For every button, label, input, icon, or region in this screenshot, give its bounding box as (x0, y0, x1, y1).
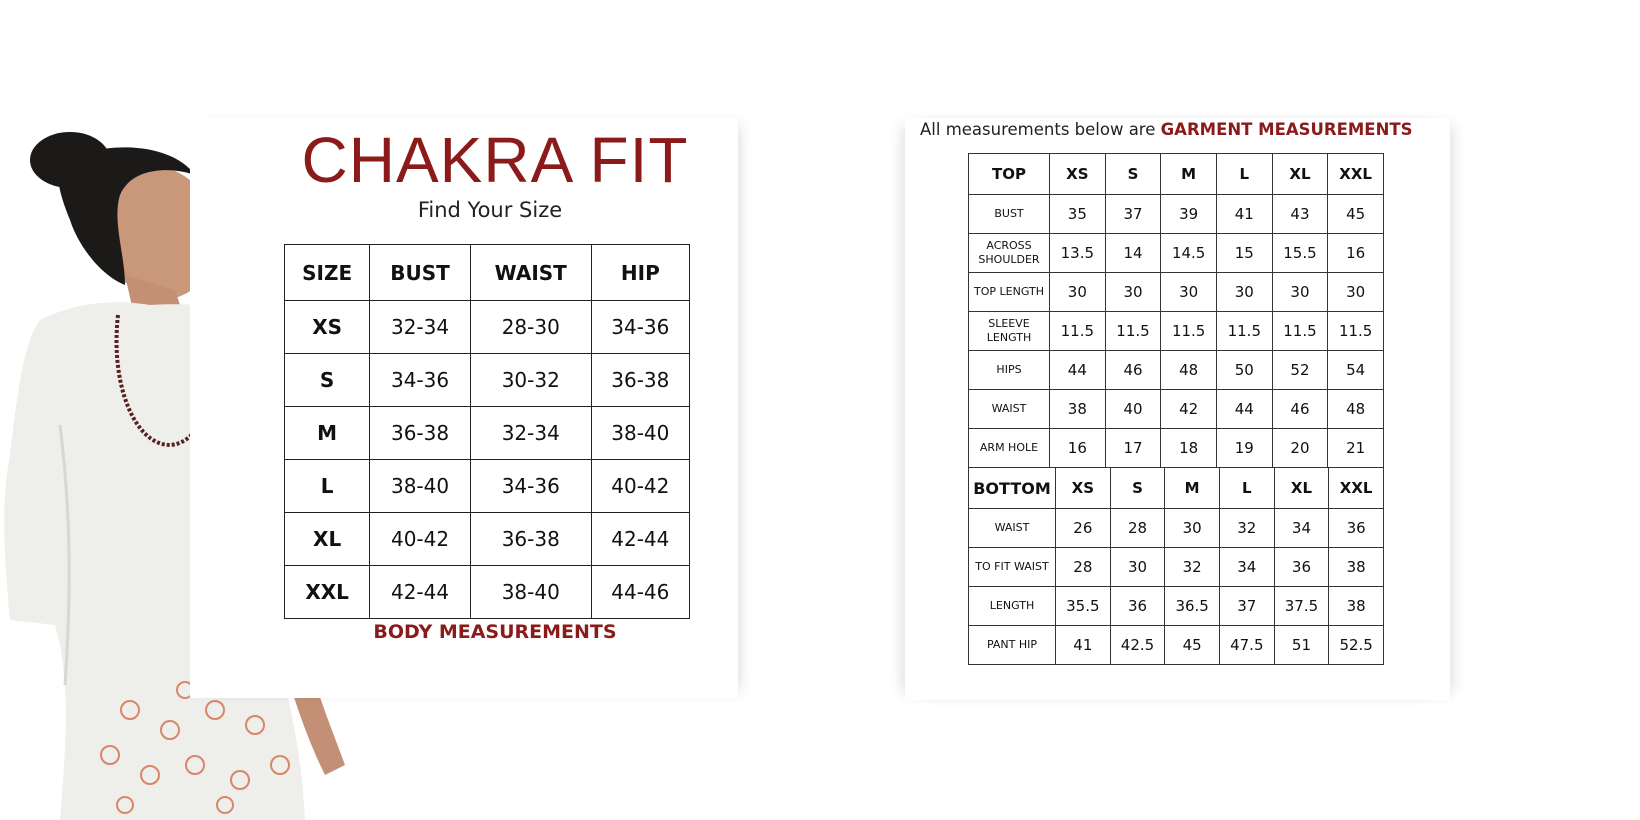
table-row (969, 234, 1384, 273)
value-cell: 30 (1050, 273, 1106, 312)
table-row (969, 195, 1384, 234)
value-cell: 43 (1272, 195, 1328, 234)
size-cell: S (285, 354, 370, 407)
value-cell: 28-30 (470, 301, 591, 354)
value-cell: 16 (1328, 234, 1384, 273)
value-cell: 11.5 (1105, 312, 1161, 351)
value-cell: 15.5 (1272, 234, 1328, 273)
col-header: SIZE (285, 245, 370, 301)
body-measurements-caption: BODY MEASUREMENTS (373, 621, 617, 643)
table-row (285, 301, 690, 354)
value-cell: 30 (1216, 273, 1272, 312)
col-header: TOP (969, 154, 1050, 195)
size-cell: L (285, 460, 370, 513)
value-cell: 30 (1328, 273, 1384, 312)
value-cell: 36 (1329, 509, 1384, 548)
value-cell: 32 (1219, 509, 1274, 548)
value-cell: 11.5 (1161, 312, 1217, 351)
garment-note-prefix: All measurements below are (920, 120, 1156, 139)
value-cell: 35 (1050, 195, 1106, 234)
value-cell: 36-38 (470, 513, 591, 566)
value-cell: 38 (1329, 587, 1384, 626)
value-cell: 51 (1274, 626, 1329, 665)
value-cell: 11.5 (1272, 312, 1328, 351)
col-header: XL (1274, 468, 1329, 509)
value-cell: 36 (1274, 548, 1329, 587)
table-row (969, 548, 1384, 587)
value-cell: 44-46 (591, 566, 689, 619)
value-cell: 19 (1216, 429, 1272, 468)
value-cell: 54 (1328, 351, 1384, 390)
value-cell: 28 (1056, 548, 1111, 587)
value-cell: 17 (1105, 429, 1161, 468)
value-cell: 38-40 (470, 566, 591, 619)
value-cell: 34 (1274, 509, 1329, 548)
value-cell: 32-34 (370, 301, 471, 354)
value-cell: 21 (1328, 429, 1384, 468)
value-cell: 30-32 (470, 354, 591, 407)
measurement-label: SLEEVE LENGTH (969, 312, 1050, 351)
top-garment-table (968, 153, 1384, 468)
page-subtitle: Find Your Size (417, 198, 563, 222)
value-cell: 40-42 (591, 460, 689, 513)
value-cell: 42-44 (591, 513, 689, 566)
value-cell: 46 (1272, 390, 1328, 429)
measurement-label: ACROSS SHOULDER (969, 234, 1050, 273)
value-cell: 40 (1105, 390, 1161, 429)
col-header: XL (1272, 154, 1328, 195)
value-cell: 42.5 (1110, 626, 1165, 665)
measurement-label: WAIST (969, 509, 1056, 548)
measurement-label: PANT HIP (969, 626, 1056, 665)
col-header: WAIST (470, 245, 591, 301)
brand-title: CHAKRA FIT (301, 124, 689, 196)
value-cell: 45 (1165, 626, 1220, 665)
value-cell: 45 (1328, 195, 1384, 234)
measurement-label: TOP LENGTH (969, 273, 1050, 312)
value-cell: 16 (1050, 429, 1106, 468)
value-cell: 52.5 (1329, 626, 1384, 665)
value-cell: 30 (1161, 273, 1217, 312)
measurement-label: WAIST (969, 390, 1050, 429)
size-cell: XXL (285, 566, 370, 619)
size-cell: XS (285, 301, 370, 354)
col-header: XS (1050, 154, 1106, 195)
value-cell: 26 (1056, 509, 1111, 548)
table-header-row (969, 468, 1384, 509)
value-cell: 34-36 (370, 354, 471, 407)
value-cell: 14.5 (1161, 234, 1217, 273)
value-cell: 37 (1219, 587, 1274, 626)
value-cell: 28 (1110, 509, 1165, 548)
table-row (285, 407, 690, 460)
col-header: BOTTOM (969, 468, 1056, 509)
measurement-label: LENGTH (969, 587, 1056, 626)
table-row (969, 626, 1384, 665)
value-cell: 30 (1105, 273, 1161, 312)
value-cell: 38 (1050, 390, 1106, 429)
table-row (285, 460, 690, 513)
value-cell: 32 (1165, 548, 1220, 587)
value-cell: 48 (1161, 351, 1217, 390)
measurement-label: HIPS (969, 351, 1050, 390)
table-row (969, 587, 1384, 626)
value-cell: 20 (1272, 429, 1328, 468)
table-row (969, 273, 1384, 312)
value-cell: 34-36 (591, 301, 689, 354)
table-row (969, 351, 1384, 390)
table-row (285, 354, 690, 407)
value-cell: 11.5 (1216, 312, 1272, 351)
size-cell: M (285, 407, 370, 460)
value-cell: 50 (1216, 351, 1272, 390)
measurement-label: BUST (969, 195, 1050, 234)
value-cell: 32-34 (470, 407, 591, 460)
col-header: S (1110, 468, 1165, 509)
bottom-garment-table (968, 467, 1384, 665)
value-cell: 36-38 (591, 354, 689, 407)
table-header-row (969, 154, 1384, 195)
garment-note-highlight: GARMENT MEASUREMENTS (1160, 120, 1413, 139)
table-row (969, 312, 1384, 351)
table-row (969, 429, 1384, 468)
col-header: HIP (591, 245, 689, 301)
value-cell: 37.5 (1274, 587, 1329, 626)
value-cell: 36.5 (1165, 587, 1220, 626)
value-cell: 11.5 (1328, 312, 1384, 351)
value-cell: 18 (1161, 429, 1217, 468)
size-cell: XL (285, 513, 370, 566)
col-header: XXL (1328, 154, 1384, 195)
value-cell: 47.5 (1219, 626, 1274, 665)
table-row (969, 509, 1384, 548)
table-row (285, 566, 690, 619)
value-cell: 52 (1272, 351, 1328, 390)
value-cell: 42-44 (370, 566, 471, 619)
value-cell: 38-40 (370, 460, 471, 513)
value-cell: 36-38 (370, 407, 471, 460)
value-cell: 30 (1110, 548, 1165, 587)
value-cell: 38 (1329, 548, 1384, 587)
value-cell: 37 (1105, 195, 1161, 234)
value-cell: 41 (1216, 195, 1272, 234)
col-header: BUST (370, 245, 471, 301)
value-cell: 44 (1216, 390, 1272, 429)
value-cell: 48 (1328, 390, 1384, 429)
value-cell: 42 (1161, 390, 1217, 429)
measurement-label: TO FIT WAIST (969, 548, 1056, 587)
col-header: L (1216, 154, 1272, 195)
col-header: S (1105, 154, 1161, 195)
value-cell: 13.5 (1050, 234, 1106, 273)
value-cell: 15 (1216, 234, 1272, 273)
col-header: XXL (1329, 468, 1384, 509)
value-cell: 34 (1219, 548, 1274, 587)
value-cell: 41 (1056, 626, 1111, 665)
value-cell: 38-40 (591, 407, 689, 460)
measurement-label: ARM HOLE (969, 429, 1050, 468)
value-cell: 11.5 (1050, 312, 1106, 351)
value-cell: 40-42 (370, 513, 471, 566)
table-row (285, 513, 690, 566)
table-row (969, 390, 1384, 429)
col-header: M (1161, 154, 1217, 195)
col-header: L (1219, 468, 1274, 509)
garment-note (920, 120, 1440, 139)
table-header-row (285, 245, 690, 301)
col-header: XS (1056, 468, 1111, 509)
value-cell: 35.5 (1056, 587, 1111, 626)
value-cell: 30 (1165, 509, 1220, 548)
value-cell: 34-36 (470, 460, 591, 513)
value-cell: 44 (1050, 351, 1106, 390)
value-cell: 46 (1105, 351, 1161, 390)
value-cell: 30 (1272, 273, 1328, 312)
body-size-table (284, 244, 690, 619)
col-header: M (1165, 468, 1220, 509)
value-cell: 14 (1105, 234, 1161, 273)
value-cell: 39 (1161, 195, 1217, 234)
value-cell: 36 (1110, 587, 1165, 626)
